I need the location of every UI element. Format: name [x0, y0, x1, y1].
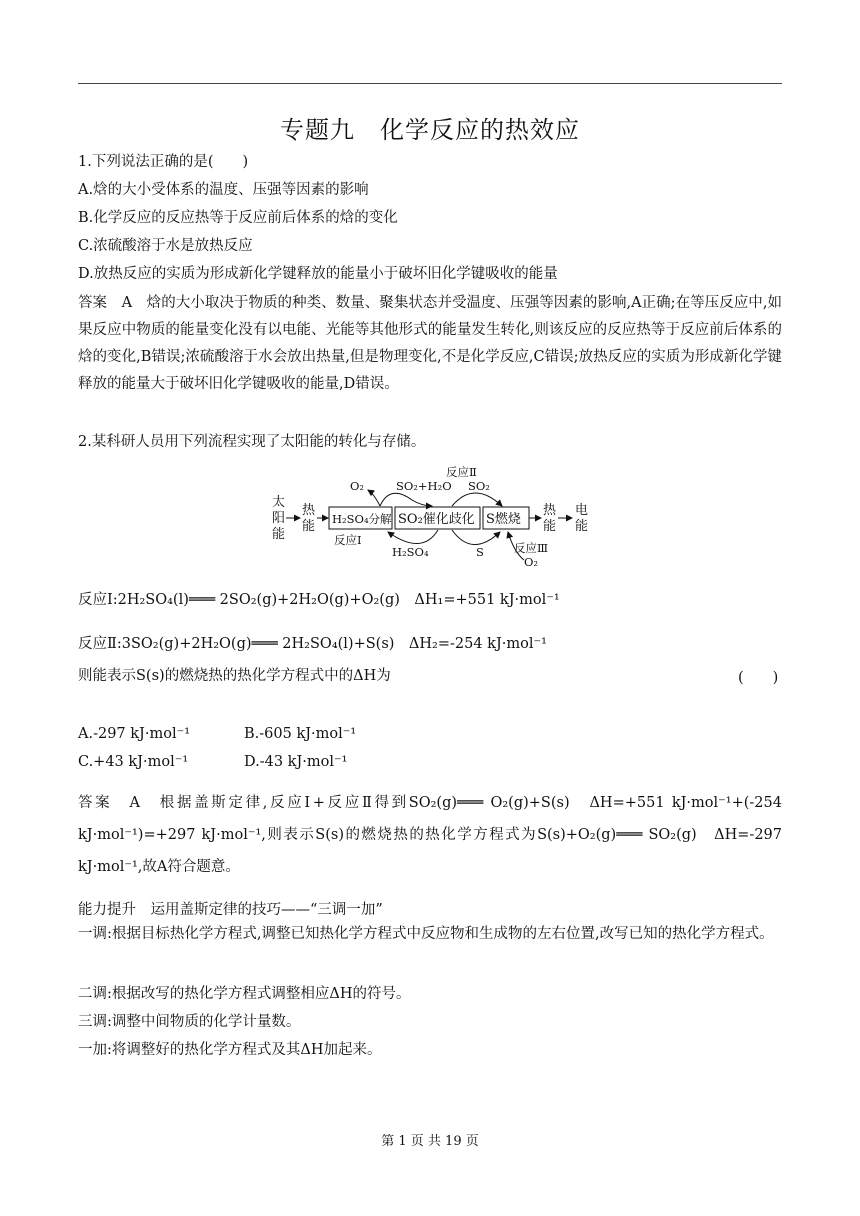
- box3-label: S燃烧: [486, 512, 521, 527]
- q1-option-d: D.放热反应的实质为形成新化学键释放的能量小于破坏旧化学键吸收的能量: [78, 266, 558, 282]
- q1-option-a: A.焓的大小受体系的温度、压强等因素的影响: [78, 182, 369, 198]
- solar-label-3: 能: [272, 527, 286, 542]
- heat-left-2: 能: [302, 519, 316, 534]
- electric-2: 能: [575, 519, 589, 534]
- q2-answer: 答案 A 根据盖斯定律,反应Ⅰ+反应Ⅱ得到SO₂(g)═══ O₂(g)+S(s) ΔH=+551 kJ·mol⁻¹+(-254 kJ·mol⁻¹)=+297 kJ·mol⁻¹,则表示S(s)的燃烧热的热化学方程式为S(s)+O₂(g)═══ SO₂(g) ΔH=-297 kJ·mol⁻¹,故A符合题意。: [78, 795, 782, 875]
- reaction-2-equation: 反应Ⅱ:3SO₂(g)+2H₂O(g)═══ 2H₂SO₄(l)+S(s) ΔH₂=-254 kJ·mol⁻¹: [78, 636, 547, 652]
- tips-step-2: 二调:根据改写的热化学方程式调整相应ΔH的符号。: [78, 986, 411, 1002]
- heat-left-1: 热: [302, 503, 316, 518]
- tips-step-1: 一调:根据目标热化学方程式,调整已知热化学方程式中反应物和生成物的左右位置,改写已知的热化学方程式。: [78, 926, 774, 942]
- box1-label: H₂SO₄分解: [332, 512, 392, 526]
- tips-heading: 能力提升 运用盖斯定律的技巧——“三调一加”: [78, 902, 383, 918]
- q2-option-b: B.-605 kJ·mol⁻¹: [244, 726, 357, 742]
- q1-answer: 答案 A 焓的大小取决于物质的种类、数量、聚集状态并受温度、压强等因素的影响,A正确;在等压反应中,如果反应中物质的能量变化没有以电能、光能等其他形式的能量发生转化,则该反应的反应热等于反应前后体系的焓的变化,B错误;浓硫酸溶于水会放出热量,但是物理变化,不是化学反应,C错误;放热反应的实质为形成新化学键释放的能量大于破坏旧化学键吸收的能量,D错误。: [78, 295, 782, 392]
- so2-to-combustion-arrow: [452, 493, 502, 506]
- electric-1: 电: [575, 503, 589, 518]
- h2so4-return-arrow: [388, 530, 438, 544]
- q1-option-c: C.浓硫酸溶于水是放热反应: [78, 238, 253, 254]
- reaction-1-equation: 反应Ⅰ:2H₂SO₄(l)═══ 2SO₂(g)+2H₂O(g)+O₂(g) ΔH₁=+551 kJ·mol⁻¹: [78, 592, 560, 608]
- tips-step-4: 一加:将调整好的热化学方程式及其ΔH加起来。: [78, 1042, 382, 1058]
- q2-stem: 2.某科研人员用下列流程实现了太阳能的转化与存储。: [78, 434, 426, 450]
- so2-top-label: SO₂: [468, 479, 490, 493]
- q2-option-a: A.-297 kJ·mol⁻¹: [78, 726, 191, 742]
- s-bottom-label: S: [476, 545, 484, 559]
- s-to-combustion-arrow: [452, 530, 500, 545]
- reaction-3-label: 反应Ⅲ: [514, 541, 549, 555]
- reaction-1-label: 反应Ⅰ: [334, 533, 362, 547]
- q2-option-c: C.+43 kJ·mol⁻¹: [78, 754, 189, 770]
- page-footer: 第 1 页 共 19 页: [381, 1134, 479, 1149]
- q1-stem: 1.下列说法正确的是( ): [78, 154, 249, 170]
- q2-option-d: D.-43 kJ·mol⁻¹: [244, 754, 348, 770]
- q2-question: 则能表示S(s)的燃烧热的热化学方程式中的ΔH为: [78, 668, 391, 684]
- so2-h2o-arrow: [380, 493, 432, 506]
- solar-label-2: 阳: [272, 511, 286, 526]
- box2-label: SO₂催化歧化: [398, 512, 475, 527]
- o2-top-label: O₂: [350, 479, 365, 493]
- solar-label-1: 太: [272, 495, 286, 510]
- o2-bottom-label: O₂: [524, 555, 539, 569]
- so2-h2o-label: SO₂+H₂O: [396, 479, 452, 493]
- page-title: 专题九 化学反应的热效应: [280, 116, 580, 144]
- q2-answer-paren: ( ): [738, 670, 779, 686]
- solar-energy-flow-diagram: [262, 460, 602, 570]
- heat-right-2: 能: [543, 519, 557, 534]
- q1-option-b: B.化学反应的反应热等于反应前后体系的焓的变化: [78, 210, 398, 226]
- reaction-2-label: 反应Ⅱ: [446, 465, 477, 479]
- tips-step-3: 三调:调整中间物质的化学计量数。: [78, 1014, 301, 1030]
- h2so4-bottom-label: H₂SO₄: [392, 545, 429, 559]
- heat-right-1: 热: [543, 503, 557, 518]
- o2-release-arrow: [368, 490, 380, 506]
- header-rule: [78, 83, 782, 84]
